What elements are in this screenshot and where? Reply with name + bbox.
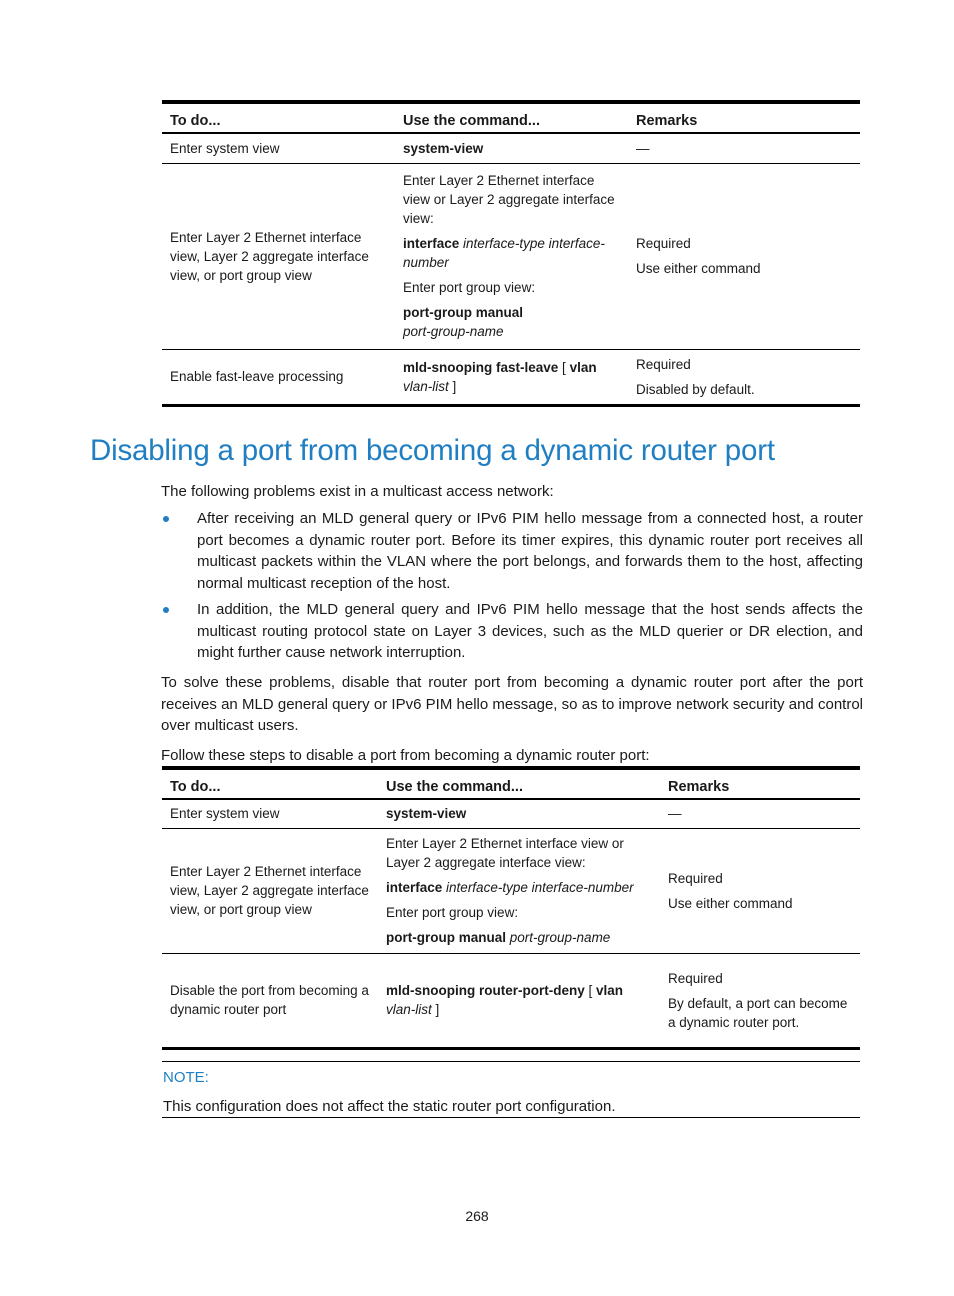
column-header-command: Use the command... [395,102,628,133]
todo-cell: Enter system view [162,133,395,163]
command-syntax: port-group manual port-group-name [403,305,523,339]
command-cell [378,799,660,828]
bullet-icon [163,607,169,613]
note-text: This configuration does not affect the static router port configuration. [163,1098,616,1115]
command-syntax: port-group manual port-group-name [386,930,611,945]
command-cell [395,163,628,349]
table-row [162,828,860,953]
column-header-remarks: Remarks [628,102,860,133]
steps-intro: Follow these steps to disable a port from becoming a dynamic router port: [161,747,650,764]
solution-paragraph: To solve these problems, disable that router port from becoming a dynamic router port after the port receives an MLD general query or IPv6 PIM hello message, so as to improve network security and control over multicast users. [161,674,863,734]
intro-paragraph: The following problems exist in a multicast access network: [161,483,554,500]
bullet-icon [163,516,169,522]
command-table-router-port-deny [162,766,860,1050]
command-cell: mld-snooping fast-leave [ vlan vlan-list ] [395,349,628,405]
command-syntax: interface interface-type interface-number [386,880,634,895]
table-row [162,953,860,1048]
column-header-command: Use the command... [378,768,660,799]
note-bottom-rule [162,1117,860,1118]
todo-cell: Enable fast-leave processing [162,349,395,405]
command-description: Enter Layer 2 Ethernet interface view or Layer 2 aggregate interface view: [403,173,615,226]
note-label: NOTE: [163,1069,209,1086]
command-table-fast-leave [162,100,860,407]
remarks-cell: Required By default, a port can become a dynamic router port. [660,953,860,1048]
table-row [162,799,860,828]
todo-cell: Enter system view [162,799,378,828]
todo-cell: Disable the port from becoming a dynamic router port [162,953,378,1048]
remarks-cell: Required Disabled by default. [628,349,860,405]
table-row [162,133,860,163]
column-header-todo: To do... [162,768,378,799]
command-cell [395,133,628,163]
section-heading: Disabling a port from becoming a dynamic router port [90,434,775,467]
bullet-item: In addition, the MLD general query and IPv6 PIM hello message that the host sends affects the multicast routing protocol state on Layer 3 devices, such as the MLD querier or DR election, and might further cause network interruption. [197,601,863,661]
command-description: Enter port group view: [386,905,519,920]
remarks-cell: Required Use either command [660,828,860,953]
todo-cell: Enter Layer 2 Ethernet interface view, Layer 2 aggregate interface view, or port group view [162,163,395,349]
bullet-item: After receiving an MLD general query or IPv6 PIM hello message from a connected host, a router port becomes a dynamic router port. Before its timer expires, this dynamic router port receives all multicast packets within the VLAN where the port belongs, and forwards them to the host, affecting normal multicast reception of the host. [197,510,863,592]
todo-cell: Enter Layer 2 Ethernet interface view, Layer 2 aggregate interface view, or port group view [162,828,378,953]
command-cell: mld-snooping router-port-deny [ vlan vlan-list ] [378,953,660,1048]
note-top-rule [162,1061,860,1062]
page-number: 268 [465,1208,489,1224]
column-header-todo: To do... [162,102,395,133]
command-description: Enter port group view: [403,280,536,295]
table-row [162,349,860,405]
command-keyword: system-view [403,140,484,156]
remarks-cell: Required Use either command [628,163,860,349]
command-keyword: system-view [386,806,467,822]
remarks-cell: — [660,799,860,828]
remarks-cell: — [628,133,860,163]
column-header-remarks: Remarks [660,768,860,799]
command-syntax: interface interface-type interface-number [403,236,605,270]
table-row [162,163,860,349]
command-cell [378,828,660,953]
command-description: Enter Layer 2 Ethernet interface view or Layer 2 aggregate interface view: [386,836,624,870]
